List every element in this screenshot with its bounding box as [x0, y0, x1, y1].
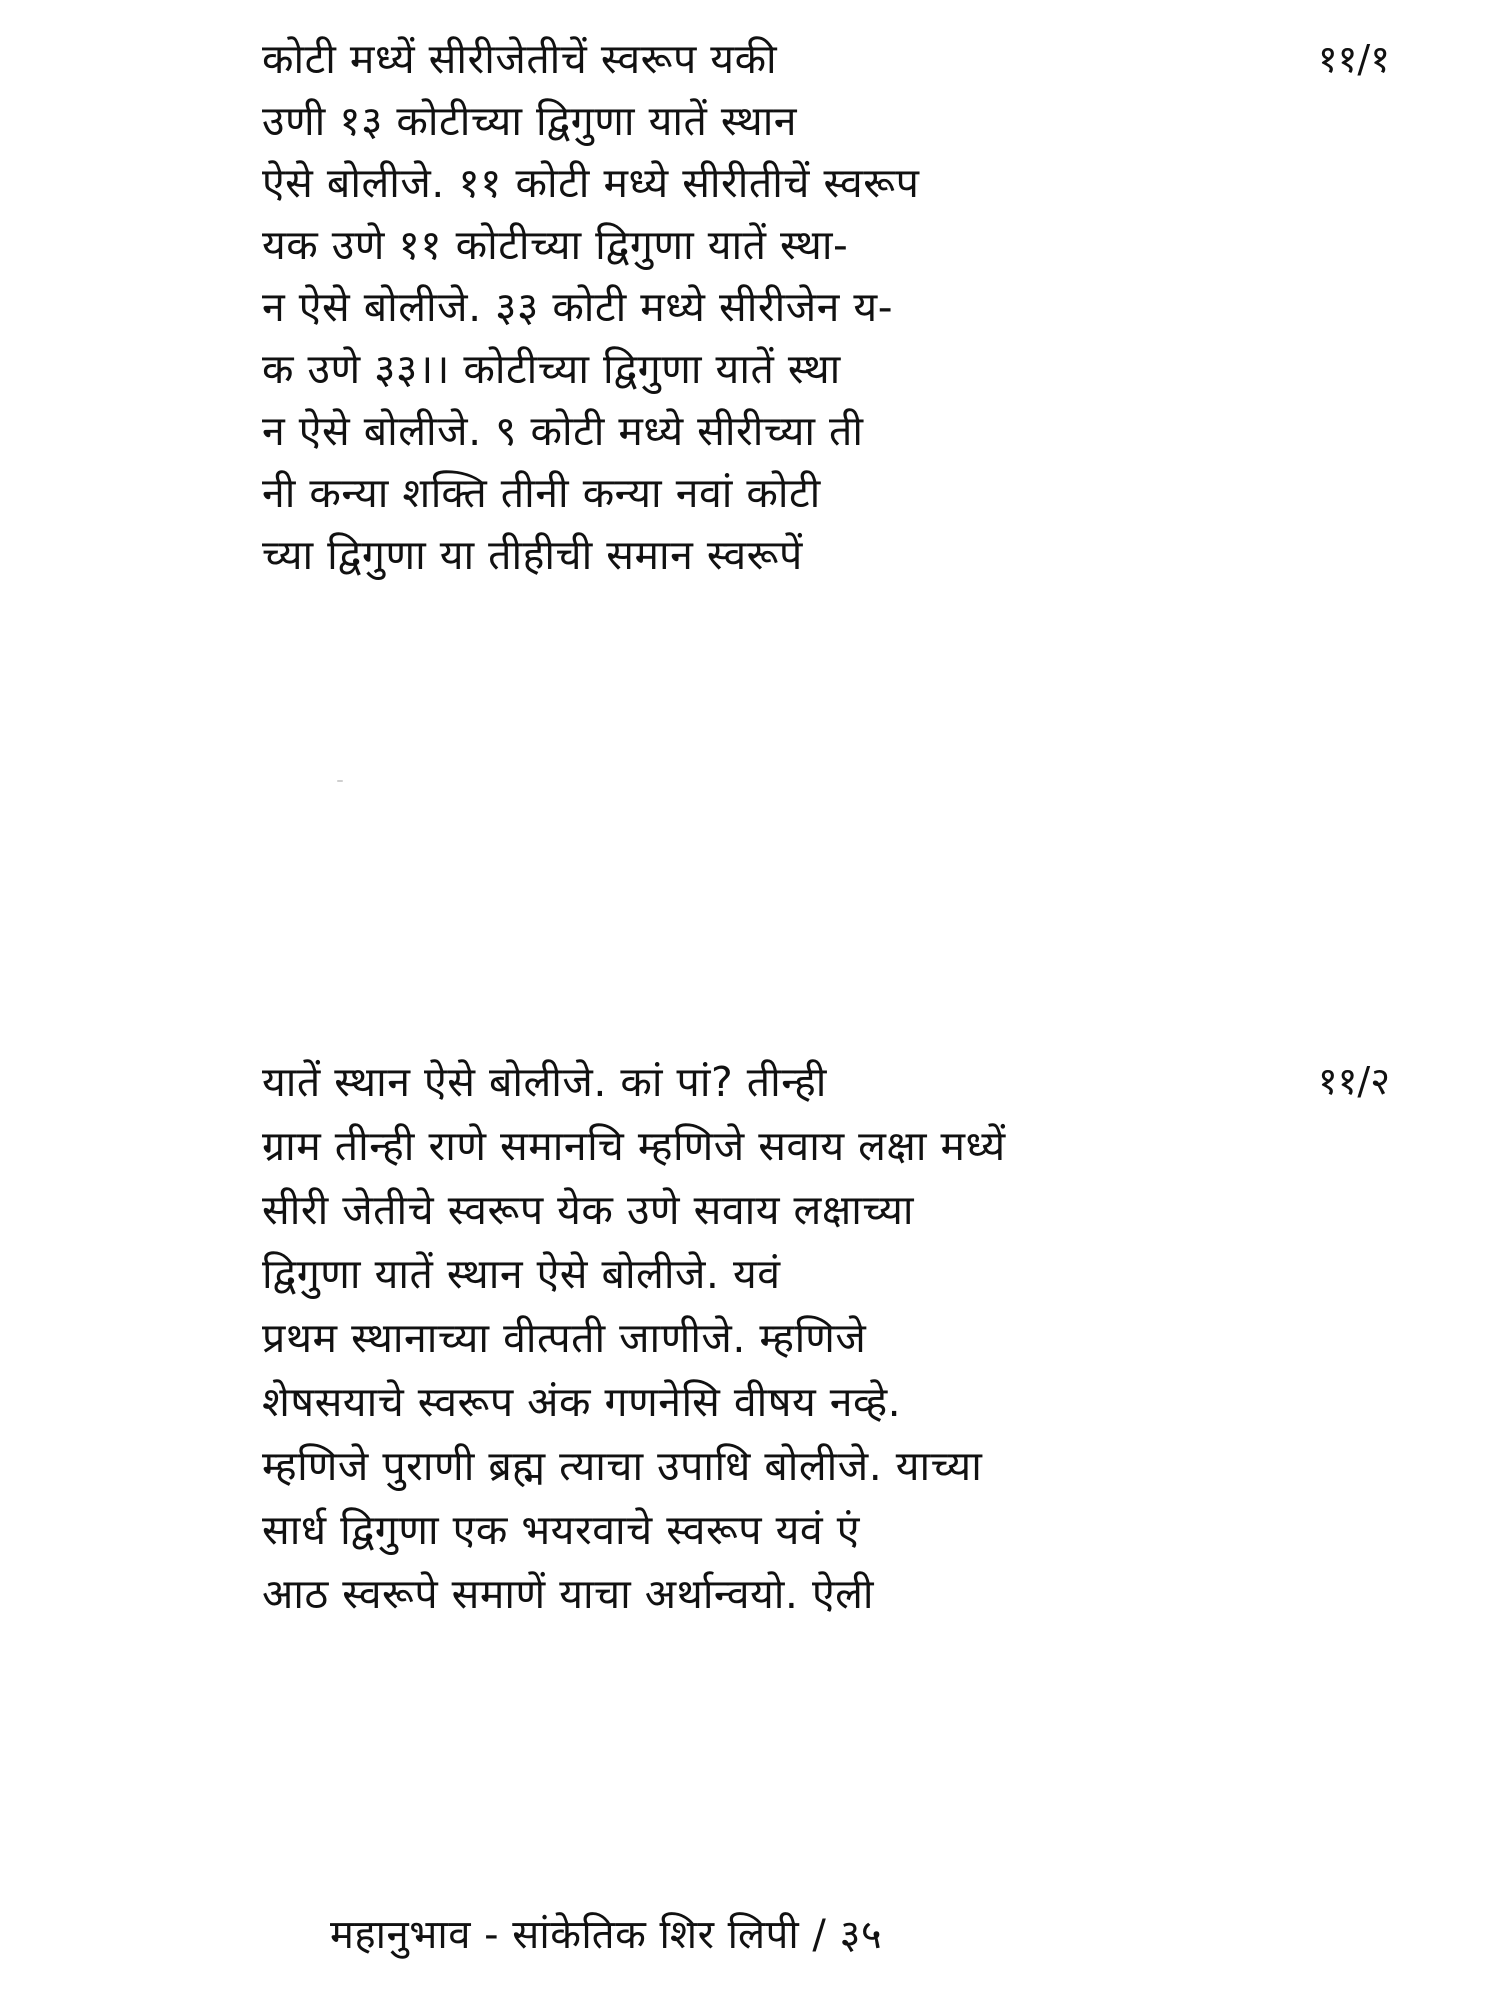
text-line: यातें स्थान ऐसे बोलीजे. कां पां? तीन्ही	[262, 1058, 827, 1106]
text-line: नी कन्या शक्ति तीनी कन्या नवां कोटी	[262, 469, 821, 517]
text-line: सीरी जेतीचे स्वरूप येक उणे सवाय लक्षाच्या	[262, 1186, 914, 1234]
text-line: द्विगुणा यातें स्थान ऐसे बोलीजे. यवं	[262, 1250, 781, 1298]
text-line: न ऐसे बोलीजे. ३३ कोटी मध्ये सीरीजेन य-	[262, 283, 893, 331]
text-line: शेषसयाचे स्वरूप अंक गणनेसि वीषय नव्हे.	[262, 1378, 902, 1426]
text-line: प्रथम स्थानाच्या वीत्पती जाणीजे. म्हणिजे	[262, 1314, 867, 1362]
text-line: उणी १३ कोटीच्या द्विगुणा यातें स्थान	[262, 97, 798, 145]
text-line: च्या द्विगुणा या तीहीची समान स्वरूपें	[262, 531, 803, 579]
section-1-page-ref: ११/१	[1317, 37, 1390, 81]
page-footer: महानुभाव - सांकेतिक शिर लिपी / ३५	[330, 1912, 883, 1958]
section-2-page-ref: ११/२	[1317, 1059, 1390, 1103]
text-line: यक उणे ११ कोटीच्या द्विगुणा यातें स्था-	[262, 221, 849, 269]
text-line: सार्ध द्विगुणा एक भयरवाचे स्वरूप यवं एं	[262, 1506, 860, 1554]
text-line: ऐसे बोलीजे. ११ कोटी मध्ये सीरीतीचें स्वरूप	[262, 159, 920, 207]
section-1-text	[262, 28, 1392, 586]
text-line: कोटी मध्यें सीरीजेतीचें स्वरूप यकी	[262, 35, 778, 83]
scan-speck	[337, 780, 343, 782]
text-line: म्हणिजे पुराणी ब्रह्म त्याचा उपाधि बोलीजे. याच्या	[262, 1442, 983, 1490]
text-line: आठ स्वरूपे समाणें याचा अर्थान्वयो. ऐली	[262, 1570, 875, 1618]
text-line: क उणे ३३।। कोटीच्या द्विगुणा यातें स्था	[262, 345, 841, 393]
text-line: ग्राम तीन्ही राणे समानचि म्हणिजे सवाय लक्षा मध्यें	[262, 1122, 1006, 1170]
text-line: न ऐसे बोलीजे. ९ कोटी मध्ये सीरीच्या ती	[262, 407, 864, 455]
section-2-text	[262, 1050, 1392, 1626]
